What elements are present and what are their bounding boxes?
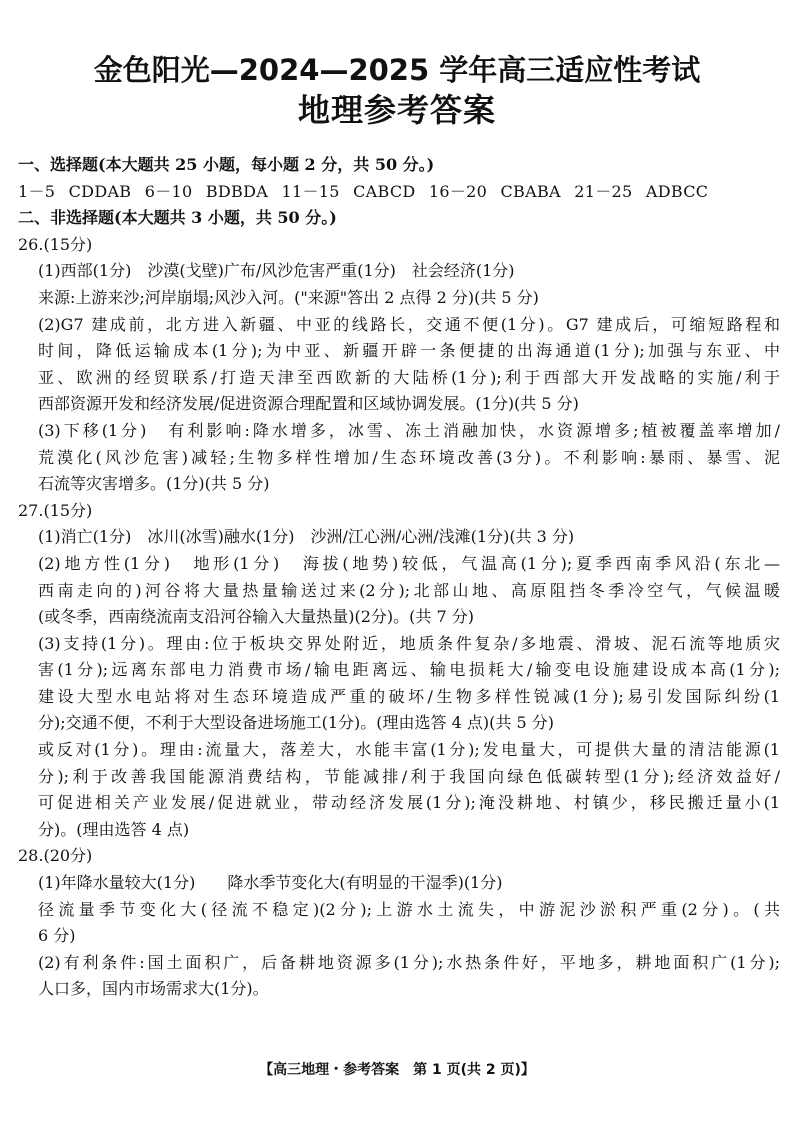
q27-line: 或反对(1分)。理由:流量大，落差大，水能丰富(1分);发电量大，可提供大量的清洁能源(1 xyxy=(38,740,780,760)
q27-line: (2)地方性(1分) 地形(1分) 海拔(地势)较低，气温高(1分);夏季西南季风沿(东北— xyxy=(38,553,780,573)
q28-line: 径流量季节变化大(径流不稳定)(2分);上游水土流失，中游泥沙淤积严重(2分)。(共 xyxy=(38,899,780,919)
q28-line: (2)有利条件:国土面积广，后备耕地资源多(1分);水热条件好，平地多，耕地面积广(1分); xyxy=(38,952,780,972)
section1-heading: 一、选择题(本大题共 25 小题，每小题 2 分，共 50 分。) xyxy=(18,155,435,174)
q27-line: (3)支持(1分)。理由:位于板块交界处附近，地质条件复杂/多地震、滑坡、泥石流等地质灾 xyxy=(38,633,780,653)
document-subtitle: 地理参考答案 xyxy=(297,91,496,129)
section2-heading: 二、非选择题(本大题共 3 小题，共 50 分。) xyxy=(18,208,337,228)
multiple-choice-answers: 1－5 CDDAB 6－10 BDBDA 11－15 CABCD 16－20 CBABA 21－25 ADBCC xyxy=(18,181,709,201)
q26-line: (3)下移(1分) 有利影响:降水增多，冰雪、冻土消融加快，水资源增多;植被覆盖率增加/ xyxy=(38,420,780,440)
q27-line: 分);利于改善我国能源消费结构，节能减排/利于我国向绿色低碳转型(1分);经济效益好/ xyxy=(38,766,780,786)
q28-line: 6 分) xyxy=(38,926,76,946)
exam-title: 金色阳光—2024—2025 学年高三适应性考试 xyxy=(93,53,701,87)
q27-line: 害(1分);远离东部电力消费市场/输电距离远、输电损耗大/输变电设施建设成本高(1分); xyxy=(38,660,780,680)
q27-label: 27.(15分) xyxy=(18,500,93,520)
answer-content xyxy=(18,152,780,1003)
q27-line: 建设大型水电站将对生态环境造成严重的破坏/生物多样性锐减(1分);易引发国际纠纷(1 xyxy=(38,686,780,706)
q26-line: 荒漠化(风沙危害)减轻;生物多样性增加/生态环境改善(3分)。不利影响:暴雨、暴雪、泥 xyxy=(38,447,780,467)
q27-line: 分)。(理由选答 4 点) xyxy=(38,819,190,839)
q27-line: 西南走向的)河谷将大量热量输送过来(2分);北部山地、高原阻挡冬季冷空气，气候温暖 xyxy=(38,580,780,600)
q26-line: 亚、欧洲的经贸联系/打造天津至西欧新的大陆桥(1分);利于西部大开发战略的实施/利于 xyxy=(38,367,780,387)
q26-line: (1)西部(1分) 沙漠(戈壁)广布/风沙危害严重(1分) 社会经济(1分) xyxy=(38,261,515,281)
q28-label: 28.(20分) xyxy=(18,846,93,866)
q26-line: 西部资源开发和经济发展/促进资源合理配置和区域协调发展。(1分)(共 5 分) xyxy=(38,394,579,414)
q28-line: 人口多，国内市场需求大(1分)。 xyxy=(38,979,269,999)
q28-line: (1)年降水量较大(1分) 降水季节变化大(有明显的干湿季)(1分) xyxy=(38,873,503,893)
page-footer: 【高三地理・参考答案 第 1 页(共 2 页)】 xyxy=(259,1062,535,1078)
q27-line: 分);交通不便，不利于大型设备进场施工(1分)。(理由选答 4 点)(共 5 分) xyxy=(38,713,554,733)
q26-line: (2)G7 建成前，北方进入新疆、中亚的线路长，交通不便(1分)。G7 建成后，可缩短路程和 xyxy=(38,314,780,334)
q26-label: 26.(15分) xyxy=(18,234,93,254)
q27-line: 可促进相关产业发展/促进就业，带动经济发展(1分);淹没耕地、村镇少，移民搬迁量小(1 xyxy=(38,793,780,813)
q26-line: 时间，降低运输成本(1分);为中亚、新疆开辟一条便捷的出海通道(1分);加强与东亚、中 xyxy=(38,341,780,361)
q27-line: (1)消亡(1分) 冰川(冰雪)融水(1分) 沙洲/江心洲/心洲/浅滩(1分)(共 3 分) xyxy=(38,527,575,547)
q27-line: (或冬季，西南绕流南支沿河谷输入大量热量)(2分)。(共 7 分) xyxy=(38,607,474,627)
q26-line: 石流等灾害增多。(1分)(共 5 分) xyxy=(38,474,270,494)
q26-line: 来源:上游来沙;河岸崩塌;风沙入河。("来源"答出 2 点得 2 分)(共 5 分) xyxy=(38,287,539,307)
